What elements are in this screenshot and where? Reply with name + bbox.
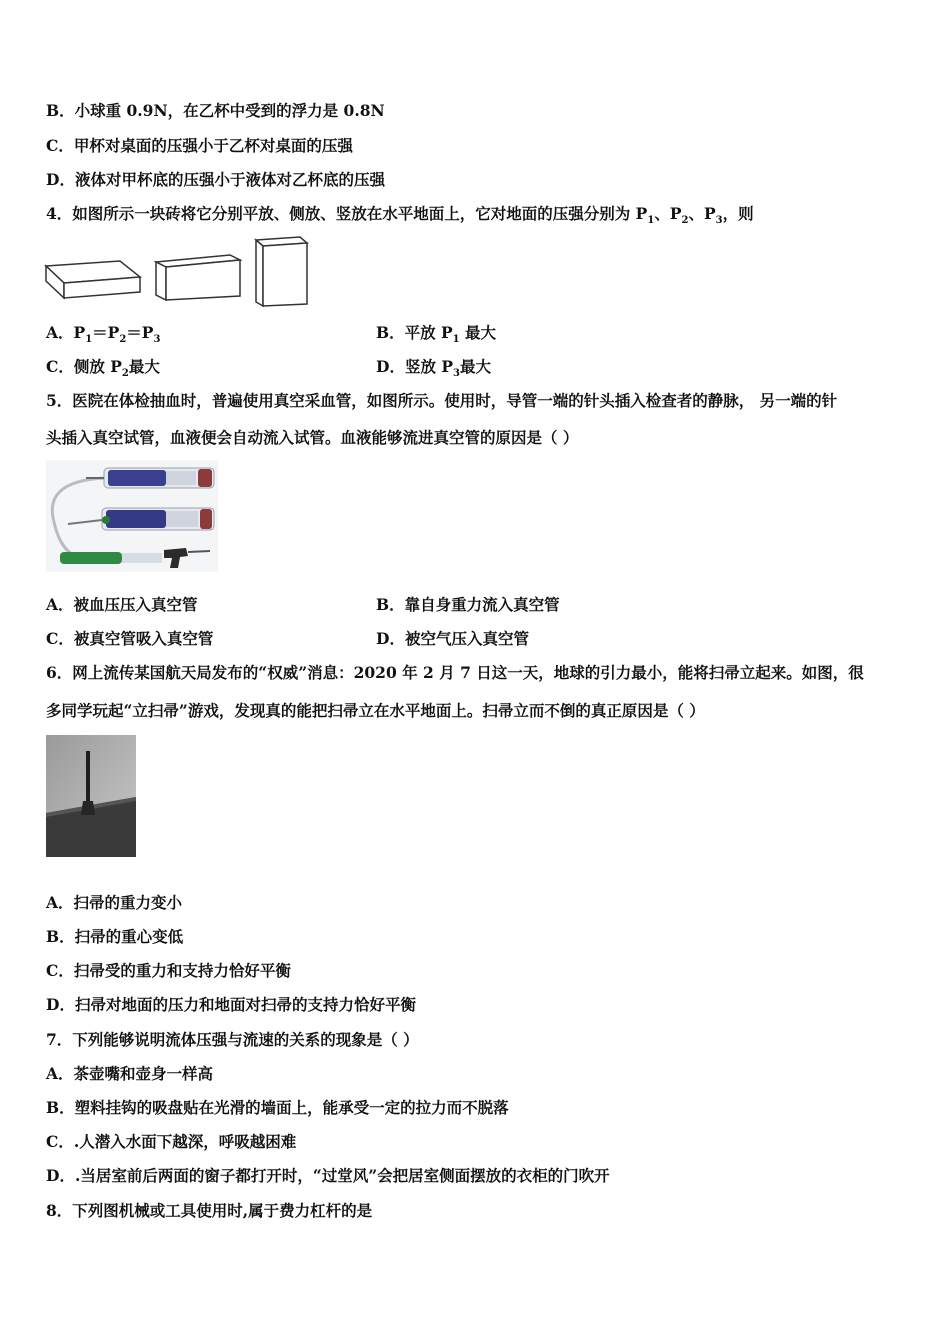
q4-option-c: C．侧放 $P_2$最大 (46, 357, 160, 380)
q6-stem-line1: 6．网上流传某国航天局发布的“权威”消息：2020 年 2 月 7 日这一天，地球的引力最小，能将扫帚立起来。如图，很 (46, 663, 864, 682)
q7-option-b: B．塑料挂钩的吸盘贴在光滑的墙面上，能承受一定的拉力而不脱落 (46, 1098, 509, 1117)
vacuum-blood-tube-photo (46, 460, 218, 572)
q4-option-a: A．$P_1=P_2=P_3$ (46, 323, 161, 346)
brick-upright (256, 237, 307, 306)
q3-option-d: D．液体对甲杯底的压强小于液体对乙杯底的压强 (46, 170, 385, 189)
q5-option-a: A．被血压压入真空管 (46, 595, 198, 614)
q7-option-c: C．.人潜入水面下越深，呼吸越困难 (46, 1132, 297, 1151)
q6-option-b: B．扫帚的重心变低 (46, 927, 184, 946)
tube-top (86, 468, 214, 488)
q7-option-d: D．.当居室前后两面的窗子都打开时，“过堂风”会把居室侧面摆放的衣柜的门吹开 (46, 1166, 610, 1185)
q3-option-b: B．小球重 0.9N，在乙杯中受到的浮力是 0.8N (46, 101, 385, 120)
brick-flat (46, 261, 140, 298)
q8-stem: 8．下列图机械或工具使用时,属于费力杠杆的是 (46, 1201, 373, 1220)
q4-option-b: B．平放 $P_1$ 最大 (376, 323, 497, 346)
brick-side (156, 255, 240, 300)
q6-option-d: D．扫帚对地面的压力和地面对扫帚的支持力恰好平衡 (46, 995, 416, 1014)
q5-stem-line1: 5．医院在体检抽血时，普遍使用真空采血管，如图所示。使用时，导管一端的针头插入检查者的静脉， 另一端的针 (46, 391, 838, 410)
q5-stem-line2: 头插入真空试管，血液便会自动流入试管。血液能够流进真空管的原因是（ ） (46, 428, 579, 447)
q6-option-a: A．扫帚的重力变小 (46, 893, 183, 912)
q5-option-c: C．被真空管吸入真空管 (46, 629, 214, 648)
q7-option-a: A．茶壶嘴和壶身一样高 (46, 1064, 214, 1083)
q7-stem: 7．下列能够说明流体压强与流速的关系的现象是（ ） (46, 1030, 419, 1049)
standing-broom-photo (46, 735, 136, 857)
q4-option-d: D．竖放 $P_3$最大 (376, 357, 491, 380)
q4-stem: 4．如图所示一块砖将它分别平放、侧放、竖放在水平地面上，它对地面的压强分别为 $P_1$、$P_2$、$P_3$，则 (46, 204, 754, 227)
q6-stem-line2: 多同学玩起“立扫帚”游戏，发现真的能把扫帚立在水平地面上。扫帚立而不倒的真正原因是（ ） (46, 701, 705, 720)
brick-figure (44, 234, 314, 310)
q6-option-c: C．扫帚受的重力和支持力恰好平衡 (46, 961, 291, 980)
q3-option-c: C．甲杯对桌面的压强小于乙杯对桌面的压强 (46, 136, 353, 155)
q5-option-b: B．靠自身重力流入真空管 (376, 595, 560, 614)
q5-option-d: D．被空气压入真空管 (376, 629, 529, 648)
